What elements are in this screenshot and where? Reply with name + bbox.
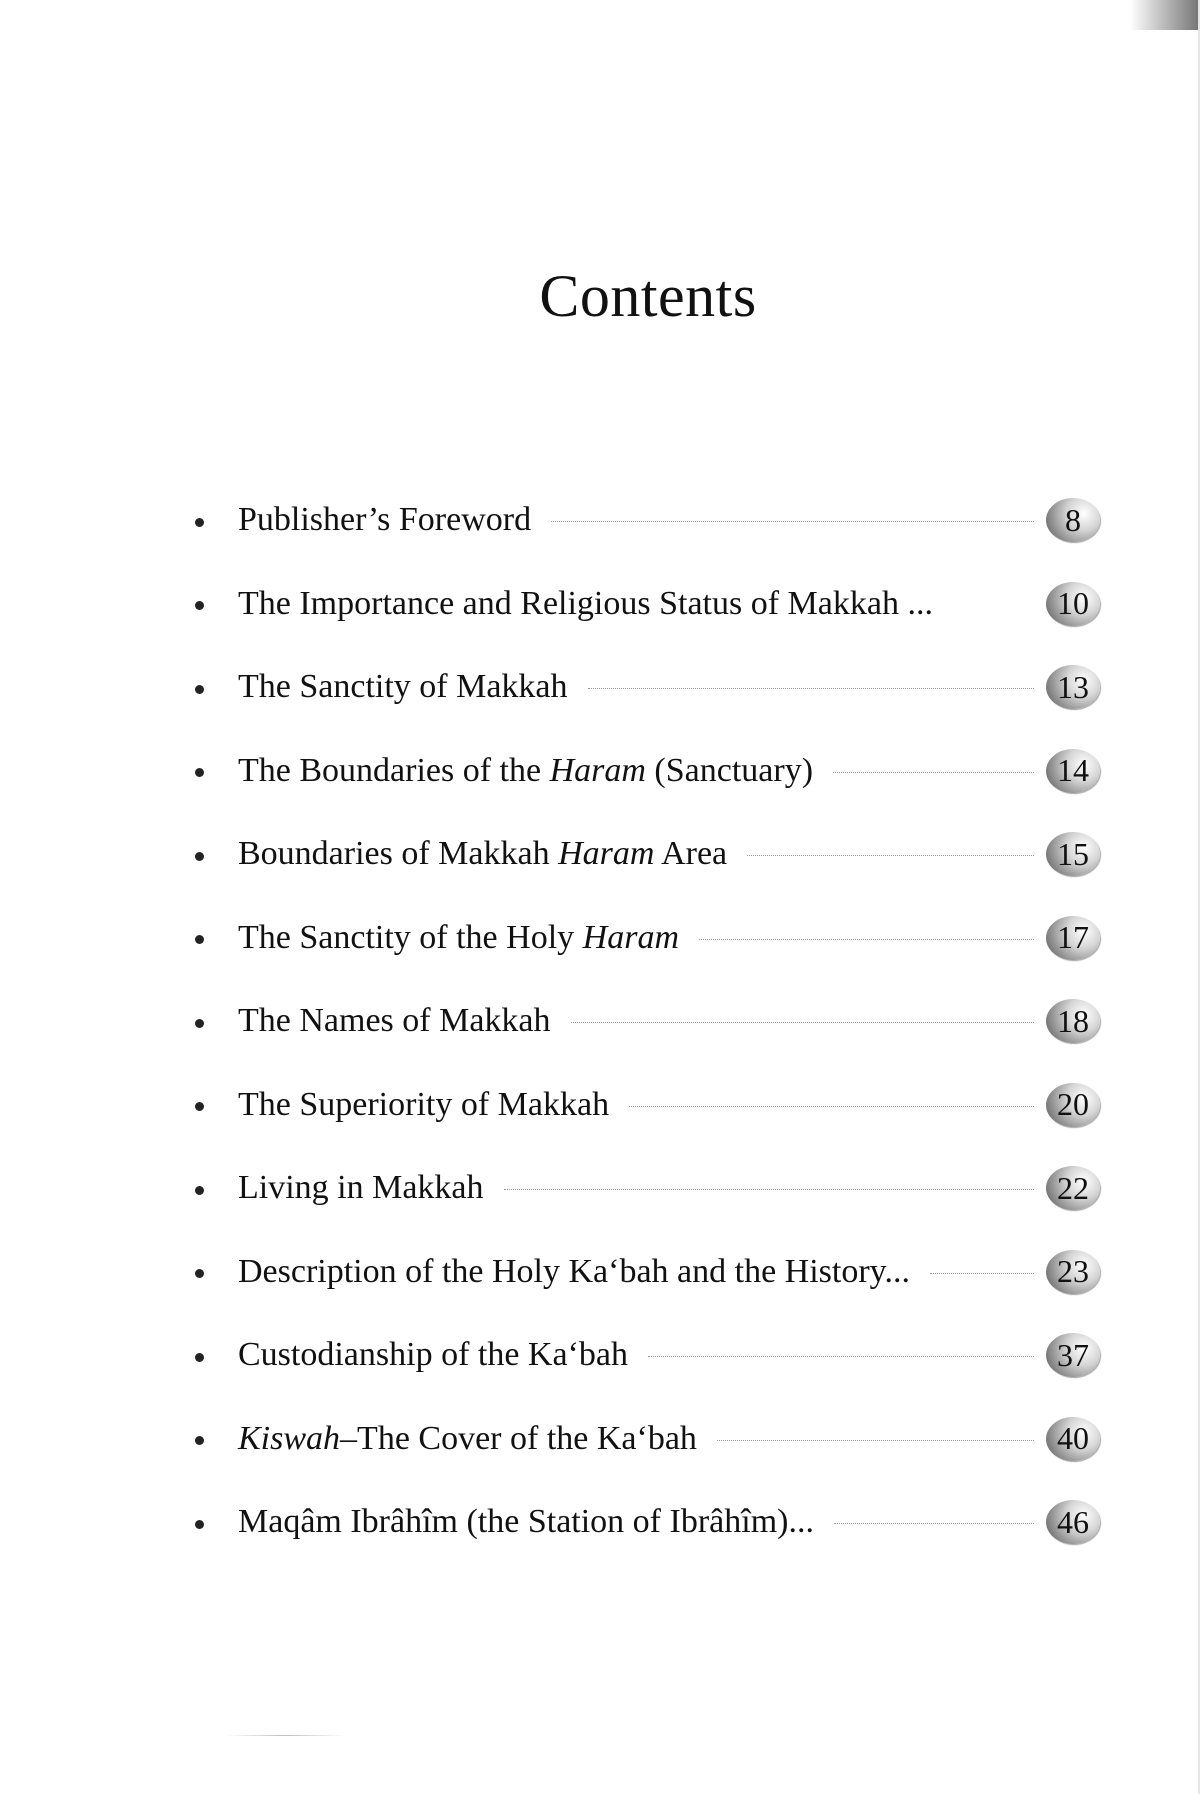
toc-entry [195, 500, 1100, 540]
toc-entry-title [238, 1253, 910, 1291]
dot-leader [834, 1522, 1034, 1524]
toc-entry-title [238, 835, 727, 873]
bullet-icon [195, 1019, 204, 1028]
page-number-badge: 8 [1046, 498, 1100, 542]
page-number-badge: 40 [1046, 1417, 1100, 1461]
toc-entry-title [238, 1002, 551, 1040]
toc-entry-title-text: The Names of Makkah [238, 1002, 551, 1039]
page-number-badge: 46 [1046, 1500, 1100, 1544]
bullet-icon [195, 852, 204, 861]
bullet-icon [195, 1520, 204, 1529]
toc-entry-title [238, 1503, 814, 1541]
dot-leader [833, 771, 1034, 773]
toc-entry [195, 1419, 1100, 1459]
bullet-icon [195, 768, 204, 777]
dot-leader [571, 1021, 1034, 1023]
toc-entry [195, 1168, 1100, 1208]
toc-entry [195, 1252, 1100, 1292]
scan-page-corner-shadow [1130, 0, 1200, 30]
dot-leader [930, 1272, 1034, 1274]
bullet-icon [195, 601, 204, 610]
toc-entry [195, 1335, 1100, 1375]
toc-entry-title [238, 668, 568, 706]
toc-entry-title-text: The Sanctity of the Holy [238, 918, 583, 956]
bullet-icon [195, 518, 204, 527]
toc-entry-title [238, 585, 933, 623]
toc-entry-title [238, 919, 679, 957]
toc-entry [195, 1001, 1100, 1041]
toc-entry [195, 918, 1100, 958]
scan-artifact-line [225, 1735, 345, 1736]
page-number-badge: 14 [1046, 749, 1100, 793]
toc-entry-title-text: The Superiority of Makkah [238, 1085, 610, 1123]
toc-entry-title [238, 1336, 628, 1374]
page-number-badge: 15 [1046, 832, 1100, 876]
page-number-badge: 10 [1046, 582, 1100, 626]
toc-entry [195, 667, 1100, 707]
toc-entry-title-text: Boundaries of Makkah [238, 835, 559, 872]
page-number-badge: 23 [1046, 1250, 1100, 1294]
page-number-badge: 22 [1046, 1166, 1100, 1210]
table-of-contents [195, 500, 1100, 1586]
dot-leader [551, 520, 1034, 522]
page-number-badge: 20 [1046, 1083, 1100, 1127]
dot-leader [648, 1355, 1034, 1357]
toc-entry-title-text: The Importance and Religious Status of Makkah ... [238, 584, 933, 622]
bullet-icon [195, 1353, 204, 1362]
toc-entry-title-text: Custodianship of the Ka‘bah [238, 1336, 628, 1373]
toc-entry-title-text: –The Cover of the Ka‘bah [340, 1419, 697, 1457]
dot-leader [588, 687, 1034, 689]
toc-entry-title-text: The Sanctity of Makkah [238, 668, 568, 705]
toc-entry-title-text: Description of the Holy Ka‘bah and the History... [238, 1252, 910, 1290]
toc-entry-title-text: Maqâm Ibrâhîm (the Station of Ibrâhîm)... [238, 1503, 814, 1540]
page-number-badge: 18 [1046, 999, 1100, 1043]
bullet-icon [195, 1436, 204, 1445]
toc-entry [195, 1502, 1100, 1542]
toc-entry [195, 584, 1100, 624]
toc-entry-title-italic: Haram [558, 835, 655, 872]
toc-entry-title-text: Publisher’s Foreword [238, 501, 532, 538]
bullet-icon [195, 935, 204, 944]
dot-leader [717, 1439, 1034, 1441]
page-title: Contents [539, 263, 757, 329]
toc-entry-title-text: (Sanctuary) [645, 751, 814, 789]
toc-entry-title-text: Area [654, 835, 728, 872]
toc-entry-title-italic: Haram [549, 751, 646, 789]
dot-leader [629, 1105, 1034, 1107]
toc-entry-title-text: Living in Makkah [238, 1169, 484, 1206]
dot-leader [941, 604, 1034, 605]
toc-entry-title [238, 1086, 609, 1124]
toc-entry [195, 834, 1100, 874]
page-number-badge: 17 [1046, 916, 1100, 960]
toc-entry [195, 751, 1100, 791]
bullet-icon [195, 1186, 204, 1195]
toc-entry-title [238, 752, 813, 790]
toc-entry-title-text: The Boundaries of the [238, 751, 550, 789]
page-number-badge: 37 [1046, 1333, 1100, 1377]
toc-entry-title-italic: Kiswah [238, 1419, 341, 1457]
bullet-icon [195, 1269, 204, 1278]
page-number-badge: 13 [1046, 665, 1100, 709]
toc-entry-title [238, 501, 531, 539]
toc-entry-title-italic: Haram [582, 918, 679, 956]
toc-entry-title [238, 1169, 484, 1207]
dot-leader [747, 854, 1034, 856]
bullet-icon [195, 1102, 204, 1111]
dot-leader [504, 1188, 1034, 1190]
toc-entry [195, 1085, 1100, 1125]
bullet-icon [195, 685, 204, 694]
dot-leader [699, 938, 1034, 940]
toc-entry-title [238, 1420, 697, 1458]
